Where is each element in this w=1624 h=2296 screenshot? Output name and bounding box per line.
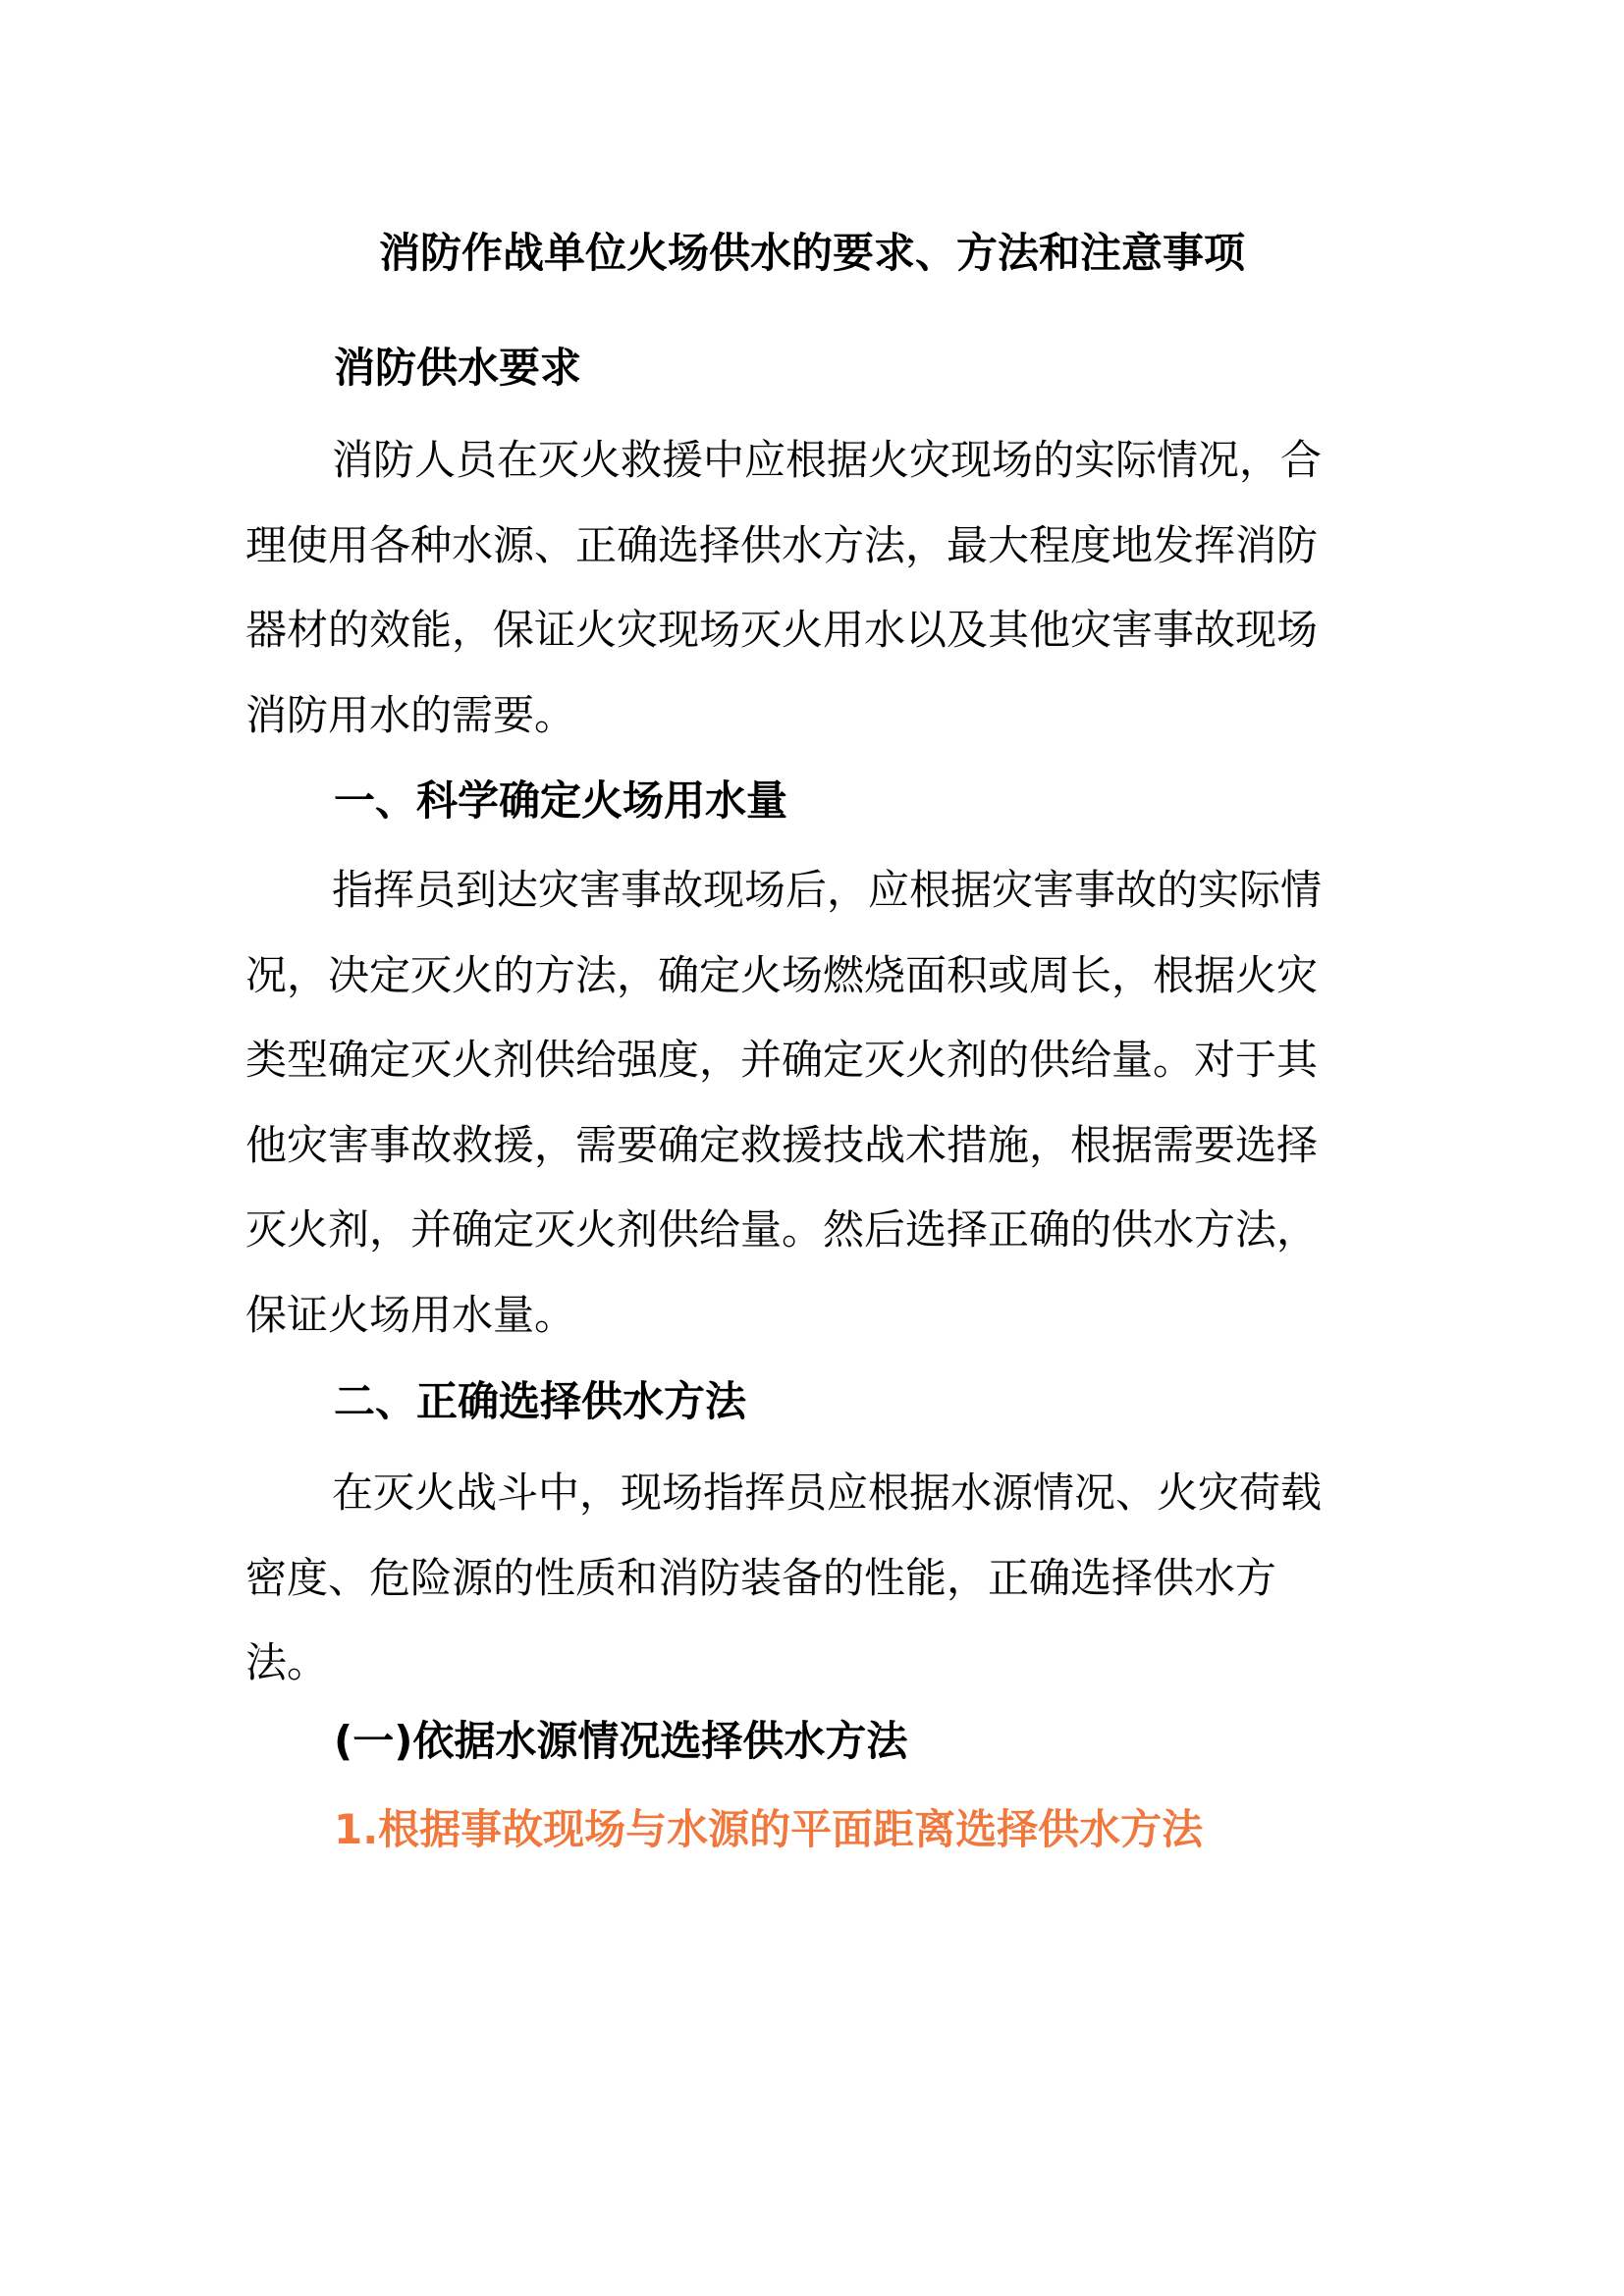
sub-heading-water-source: (一)依据水源情况选择供水方法 [334, 1717, 908, 1765]
heading-part-two: 二、正确选择供水方法 [334, 1377, 747, 1425]
document-title: 消防作战单位火场供水的要求、方法和注意事项 [378, 229, 1245, 277]
item-heading-distance: 1.根据事故现场与水源的平面距离选择供水方法 [334, 1805, 1204, 1853]
heading-part-one: 一、科学确定火场用水量 [334, 776, 788, 825]
paragraph-part-one: 指挥员到达灾害事故现场后，应根据灾害事故的实际情况，决定灭火的方法，确定火场燃烧面积或周长，根据火灾类型确定灭火剂供给强度，并确定灭火剂的供给量。对于其他灾害事故救援，需要确定救援技战术措施，根据需要选择灭火剂，并确定灭火剂供给量。然后选择正确的供水方法，保证火场用水量。 [245, 866, 1323, 1339]
intro-paragraph: 消防人员在灭火救援中应根据火灾现场的实际情况，合理使用各种水源、正确选择供水方法，最大程度地发挥消防器材的效能，保证火灾现场灭火用水以及其他灾害事故现场消防用水的需要。 [245, 436, 1323, 739]
section-heading-requirements: 消防供水要求 [334, 344, 582, 392]
paragraph-part-two: 在灭火战斗中，现场指挥员应根据水源情况、火灾荷载密度、危险源的性质和消防装备的性能，正确选择供水方法。 [245, 1468, 1323, 1686]
